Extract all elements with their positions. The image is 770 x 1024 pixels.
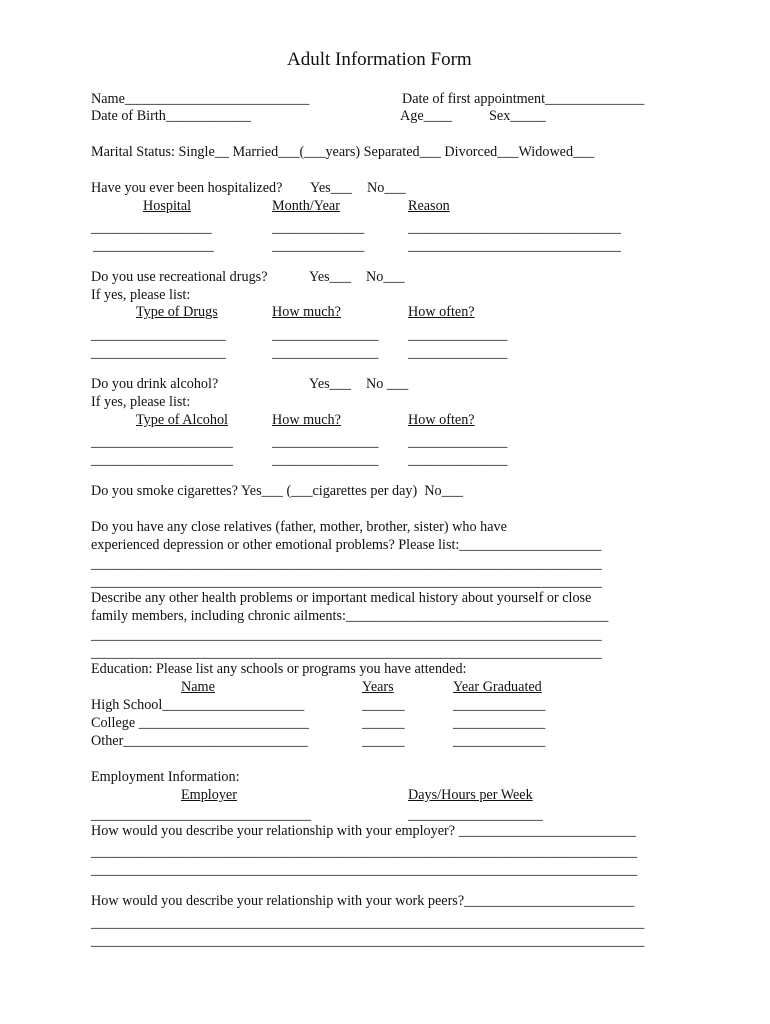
type-of-alcohol-header: Type of Alcohol	[136, 412, 228, 428]
drug-amount-blank-1[interactable]: _______________	[272, 327, 379, 343]
alcohol-type-blank-2[interactable]: ____________________	[91, 452, 233, 468]
college-field[interactable]: College ________________________	[91, 715, 309, 731]
drugs-yes[interactable]: Yes___	[309, 269, 351, 285]
date-of-birth-field[interactable]: Date of Birth____________	[91, 108, 251, 124]
drug-type-blank-1[interactable]: ___________________	[91, 327, 226, 343]
days-hours-blank[interactable]: ___________________	[408, 807, 543, 823]
health-blank-2[interactable]: ________________________________________________________________________	[91, 645, 602, 661]
hospital-header: Hospital	[143, 198, 192, 214]
drug-type-blank-2[interactable]: ___________________	[91, 345, 226, 361]
employer-relationship-blank-2[interactable]: _____________________________________________________________________________	[91, 862, 638, 878]
relatives-question-line-1: Do you have any close relatives (father, mother, brother, sister) who have	[91, 519, 507, 535]
relatives-blank-1[interactable]: ________________________________________________________________________	[91, 556, 602, 572]
health-question-line-1: Describe any other health problems or important medical history about yourself or close	[91, 590, 592, 606]
relatives-blank-2[interactable]: ________________________________________________________________________	[91, 574, 602, 590]
college-years-blank[interactable]: ______	[362, 715, 405, 731]
college-graduated-blank[interactable]: _____________	[453, 715, 546, 731]
month-year-header: Month/Year	[272, 198, 340, 214]
smoke-question[interactable]: Do you smoke cigarettes? Yes___ (___cigarettes per day) No___	[91, 483, 463, 499]
health-question-line-2[interactable]: family members, including chronic ailments:_____________________________________	[91, 608, 609, 624]
drug-frequency-blank-2[interactable]: ______________	[408, 345, 508, 361]
health-blank-1[interactable]: ________________________________________________________________________	[91, 627, 602, 643]
age-field[interactable]: Age____	[400, 108, 453, 124]
drugs-how-much-header: How much?	[272, 304, 341, 320]
alcohol-yes[interactable]: Yes___	[309, 376, 351, 392]
month-year-blank-2[interactable]: _____________	[272, 238, 365, 254]
alcohol-if-yes: If yes, please list:	[91, 394, 191, 410]
sex-field[interactable]: Sex_____	[489, 108, 546, 124]
alcohol-type-blank-1[interactable]: ____________________	[91, 434, 233, 450]
month-year-blank-1[interactable]: _____________	[272, 220, 365, 236]
hospital-blank-1[interactable]: _________________	[91, 220, 212, 236]
reason-header: Reason	[408, 198, 450, 214]
reason-blank-2[interactable]: ______________________________	[408, 238, 621, 254]
first-appointment-field[interactable]: Date of first appointment______________	[402, 91, 645, 107]
hospitalized-question: Have you ever been hospitalized?	[91, 180, 283, 196]
drugs-if-yes: If yes, please list:	[91, 287, 191, 303]
drugs-how-often-header: How often?	[408, 304, 475, 320]
employer-relationship-question[interactable]: How would you describe your relationship with your employer? _________________________	[91, 823, 636, 839]
peers-relationship-blank-1[interactable]: ______________________________________________________________________________	[91, 915, 645, 931]
page-title: Adult Information Form	[287, 49, 472, 70]
reason-blank-1[interactable]: ______________________________	[408, 220, 621, 236]
hospitalized-yes[interactable]: Yes___	[310, 180, 352, 196]
alcohol-how-much-header: How much?	[272, 412, 341, 428]
employer-relationship-blank-1[interactable]: _____________________________________________________________________________	[91, 844, 638, 860]
marital-status-field[interactable]: Marital Status: Single__ Married___(___years) Separated___ Divorced___Widowed___	[91, 144, 595, 160]
year-graduated-header: Year Graduated	[453, 679, 542, 695]
alcohol-no[interactable]: No ___	[366, 376, 409, 392]
peers-relationship-question[interactable]: How would you describe your relationship with your work peers?________________________	[91, 893, 635, 909]
employer-header: Employer	[181, 787, 237, 803]
drug-frequency-blank-1[interactable]: ______________	[408, 327, 508, 343]
employment-heading: Employment Information:	[91, 769, 240, 785]
other-graduated-blank[interactable]: _____________	[453, 733, 546, 749]
name-field[interactable]: Name__________________________	[91, 91, 310, 107]
alcohol-amount-blank-1[interactable]: _______________	[272, 434, 379, 450]
alcohol-amount-blank-2[interactable]: _______________	[272, 452, 379, 468]
high-school-years-blank[interactable]: ______	[362, 697, 405, 713]
drug-amount-blank-2[interactable]: _______________	[272, 345, 379, 361]
alcohol-frequency-blank-2[interactable]: ______________	[408, 452, 508, 468]
high-school-field[interactable]: High School____________________	[91, 697, 305, 713]
other-years-blank[interactable]: ______	[362, 733, 405, 749]
drugs-no[interactable]: No___	[366, 269, 405, 285]
education-years-header: Years	[362, 679, 394, 695]
relatives-question-line-2[interactable]: experienced depression or other emotional problems? Please list:____________________	[91, 537, 602, 553]
days-hours-header: Days/Hours per Week	[408, 787, 533, 803]
education-heading: Education: Please list any schools or programs you have attended:	[91, 661, 467, 677]
alcohol-question: Do you drink alcohol?	[91, 376, 219, 392]
drugs-question: Do you use recreational drugs?	[91, 269, 268, 285]
peers-relationship-blank-2[interactable]: ______________________________________________________________________________	[91, 933, 645, 949]
high-school-graduated-blank[interactable]: _____________	[453, 697, 546, 713]
education-name-header: Name	[181, 679, 215, 695]
employer-blank[interactable]: _______________________________	[91, 807, 311, 823]
type-of-drugs-header: Type of Drugs	[136, 304, 218, 320]
hospitalized-no[interactable]: No___	[367, 180, 406, 196]
alcohol-how-often-header: How often?	[408, 412, 475, 428]
alcohol-frequency-blank-1[interactable]: ______________	[408, 434, 508, 450]
hospital-blank-2[interactable]: _________________	[93, 238, 214, 254]
other-school-field[interactable]: Other__________________________	[91, 733, 308, 749]
